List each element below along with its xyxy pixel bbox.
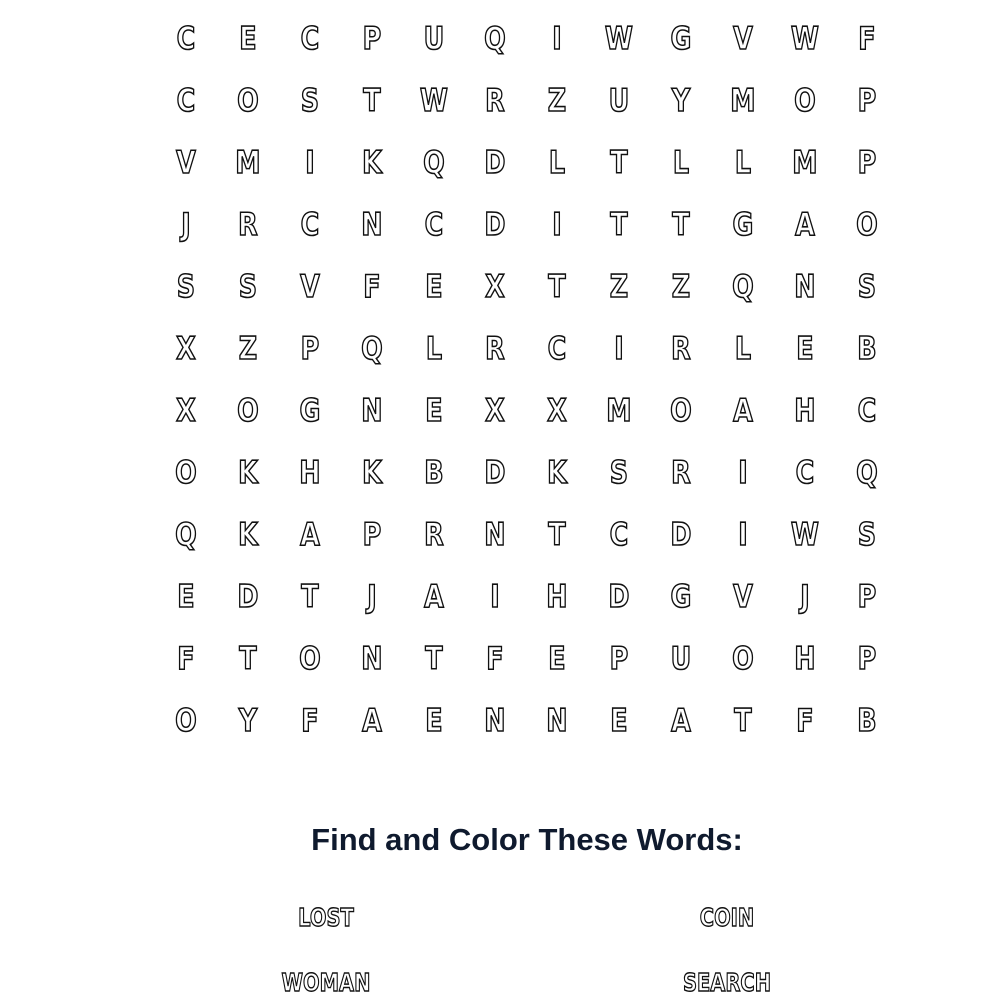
grid-cell[interactable]: C (547, 331, 567, 367)
grid-cell[interactable]: H (299, 455, 321, 491)
grid-cell[interactable]: D (237, 579, 259, 615)
letter-grid (155, 8, 898, 752)
grid-cell[interactable]: Z (671, 269, 691, 305)
grid-cell[interactable]: V (733, 21, 753, 57)
grid-cell[interactable]: P (857, 83, 877, 119)
grid-cell[interactable]: Z (548, 83, 567, 119)
grid-cell[interactable]: P (609, 641, 629, 677)
grid-cell[interactable]: F (858, 21, 876, 57)
grid-cell[interactable]: S (300, 83, 319, 119)
grid-cell[interactable]: N (484, 517, 507, 553)
grid-cell[interactable]: L (734, 331, 752, 367)
grid-cell[interactable]: T (548, 269, 566, 305)
grid-cell[interactable]: Q (360, 331, 383, 367)
grid-cell[interactable]: M (792, 145, 818, 181)
grid-cell[interactable]: Y (671, 83, 691, 119)
grid-cell[interactable]: E (177, 579, 195, 615)
grid-cell[interactable]: B (423, 455, 444, 491)
grid-cell[interactable]: I (738, 517, 748, 553)
grid-cell[interactable]: Q (484, 21, 507, 57)
grid-cell[interactable]: F (486, 641, 505, 677)
grid-cell[interactable]: I (614, 331, 624, 367)
grid-cell[interactable]: T (362, 83, 381, 119)
grid-cell[interactable]: K (237, 517, 258, 553)
grid-cell[interactable]: A (671, 703, 691, 739)
grid-cell[interactable]: I (490, 579, 501, 615)
grid-cell[interactable]: I (304, 145, 315, 181)
grid-cell[interactable]: D (670, 517, 692, 553)
grid-cell[interactable]: I (738, 455, 748, 491)
grid-cell[interactable]: N (360, 641, 383, 677)
grid-cell[interactable]: K (547, 455, 568, 491)
grid-cell[interactable]: O (855, 207, 878, 243)
grid-cell[interactable]: W (790, 517, 819, 553)
grid-cell[interactable]: F (301, 703, 319, 739)
grid-cell[interactable]: O (237, 83, 259, 119)
grid-cell[interactable]: E (239, 21, 257, 57)
grid-cell[interactable]: T (734, 703, 752, 739)
grid-cell[interactable]: S (176, 269, 196, 305)
word-item-coin: COIN (699, 903, 755, 932)
grid-cell[interactable]: X (485, 269, 506, 305)
grid-cell[interactable]: T (548, 517, 566, 553)
grid-cell[interactable]: K (361, 145, 382, 181)
grid-cell[interactable]: R (671, 455, 691, 491)
grid-cell[interactable]: N (360, 393, 383, 429)
grid-cell[interactable]: Q (422, 145, 445, 181)
grid-cell[interactable]: O (175, 703, 197, 739)
grid-cell[interactable]: Q (175, 517, 197, 553)
grid-cell[interactable]: X (547, 393, 568, 429)
grid-cell[interactable]: W (605, 21, 634, 57)
grid-cell[interactable]: T (424, 641, 443, 677)
grid-cell[interactable]: N (546, 703, 568, 739)
grid-cell[interactable]: C (176, 21, 196, 57)
grid-cell[interactable]: E (610, 703, 628, 739)
grid-cell[interactable]: I (552, 207, 563, 243)
grid-cell[interactable]: E (424, 393, 443, 429)
grid-cell[interactable]: G (670, 21, 692, 57)
grid-cell[interactable]: A (733, 393, 753, 429)
grid-cell[interactable]: D (484, 207, 506, 243)
grid-cell[interactable]: K (361, 455, 382, 491)
grid-cell[interactable]: F (796, 703, 814, 739)
grid-cell[interactable]: I (552, 21, 563, 57)
grid-cell[interactable]: A (361, 703, 382, 739)
grid-cell[interactable]: T (301, 579, 319, 615)
grid-cell[interactable]: C (424, 207, 443, 243)
grid-cell[interactable]: B (857, 331, 877, 367)
grid-cell[interactable]: Q (732, 269, 754, 305)
grid-cell[interactable]: H (794, 641, 816, 677)
grid-cell[interactable]: G (299, 393, 321, 429)
grid-cell[interactable]: N (794, 269, 816, 305)
grid-cell[interactable]: C (795, 455, 815, 491)
grid-cell[interactable]: P (362, 21, 381, 57)
grid-cell[interactable]: C (609, 517, 629, 553)
grid-cell[interactable]: X (176, 331, 196, 367)
grid-cell[interactable]: E (424, 703, 443, 739)
grid-cell[interactable]: R (238, 207, 258, 243)
grid-cell[interactable]: N (360, 207, 383, 243)
grid-cell[interactable]: P (857, 641, 877, 677)
grid-cell[interactable]: V (176, 145, 196, 181)
word-item-woman: WOMAN (281, 968, 371, 997)
grid-cell[interactable]: A (299, 517, 320, 553)
grid-cell[interactable]: T (239, 641, 257, 677)
grid-cell[interactable]: P (857, 579, 877, 615)
grid-cell[interactable]: V (733, 579, 753, 615)
grid-cell[interactable]: L (549, 145, 566, 181)
grid-cell[interactable]: C (300, 21, 320, 57)
grid-cell[interactable]: E (548, 641, 566, 677)
grid-cell[interactable]: X (485, 393, 506, 429)
grid-cell[interactable]: M (235, 145, 261, 181)
grid-cell[interactable]: S (610, 455, 629, 491)
grid-cell[interactable]: F (177, 641, 195, 677)
grid-cell[interactable]: T (610, 207, 628, 243)
grid-cell[interactable]: O (732, 641, 754, 677)
grid-cell[interactable]: R (671, 331, 691, 367)
grid-cell[interactable]: L (734, 145, 752, 181)
grid-cell[interactable]: X (176, 393, 196, 429)
grid-cell[interactable]: E (796, 331, 814, 367)
grid-cell[interactable]: F (362, 269, 381, 305)
grid-cell[interactable]: N (484, 703, 507, 739)
grid-cell[interactable]: O (237, 393, 259, 429)
grid-cell[interactable]: P (362, 517, 381, 553)
grid-cell[interactable]: D (608, 579, 630, 615)
grid-cell[interactable]: R (485, 331, 506, 367)
grid-cell[interactable]: C (300, 207, 320, 243)
grid-cell[interactable]: D (484, 455, 506, 491)
grid-cell[interactable]: A (795, 207, 815, 243)
grid-cell[interactable]: W (419, 83, 448, 119)
grid-cell[interactable]: S (857, 517, 876, 553)
grid-cell[interactable]: D (484, 145, 506, 181)
word-list-title: Find and Color These Words: (311, 822, 743, 857)
grid-cell[interactable]: T (672, 207, 690, 243)
grid-cell[interactable]: L (425, 331, 442, 367)
word-item-search: SEARCH (682, 968, 772, 997)
grid-cell[interactable]: U (423, 21, 444, 57)
grid-cell[interactable]: J (366, 579, 377, 615)
grid-cell[interactable]: U (670, 641, 692, 677)
grid-cell[interactable]: K (237, 455, 258, 491)
grid-cell[interactable]: R (485, 83, 506, 119)
grid-cell[interactable]: P (857, 145, 877, 181)
grid-cell[interactable]: M (730, 83, 756, 119)
grid-cell[interactable]: B (857, 703, 877, 739)
grid-cell[interactable]: C (176, 83, 196, 119)
grid-cell[interactable]: M (606, 393, 632, 429)
grid-cell[interactable]: C (857, 393, 877, 429)
grid-cell[interactable]: L (672, 145, 690, 181)
grid-cell[interactable]: E (424, 269, 443, 305)
grid-cell[interactable]: O (794, 83, 816, 119)
grid-cell[interactable]: T (610, 145, 628, 181)
grid-cell[interactable]: Q (855, 455, 878, 491)
grid-cell[interactable]: H (794, 393, 816, 429)
word-item-lost: LOST (298, 903, 354, 932)
grid-cell[interactable]: G (732, 207, 754, 243)
grid-cell[interactable]: H (546, 579, 568, 615)
grid-cell[interactable]: W (790, 21, 819, 57)
grid-cell[interactable]: G (670, 579, 692, 615)
grid-cell[interactable]: Z (609, 269, 629, 305)
grid-cell[interactable]: U (608, 83, 630, 119)
grid-cell[interactable]: Y (238, 703, 258, 739)
grid-cell[interactable]: A (423, 579, 444, 615)
grid-cell[interactable]: O (298, 641, 321, 677)
grid-cell[interactable]: Z (238, 331, 258, 367)
grid-cell[interactable]: J (181, 207, 191, 243)
grid-cell[interactable]: J (800, 579, 810, 615)
grid-cell[interactable]: V (299, 269, 320, 305)
grid-cell[interactable]: O (175, 455, 197, 491)
grid-cell[interactable]: S (238, 269, 257, 305)
grid-cell[interactable]: O (670, 393, 692, 429)
grid-cell[interactable]: P (300, 331, 320, 367)
grid-cell[interactable]: S (857, 269, 876, 305)
grid-cell[interactable]: R (423, 517, 444, 553)
